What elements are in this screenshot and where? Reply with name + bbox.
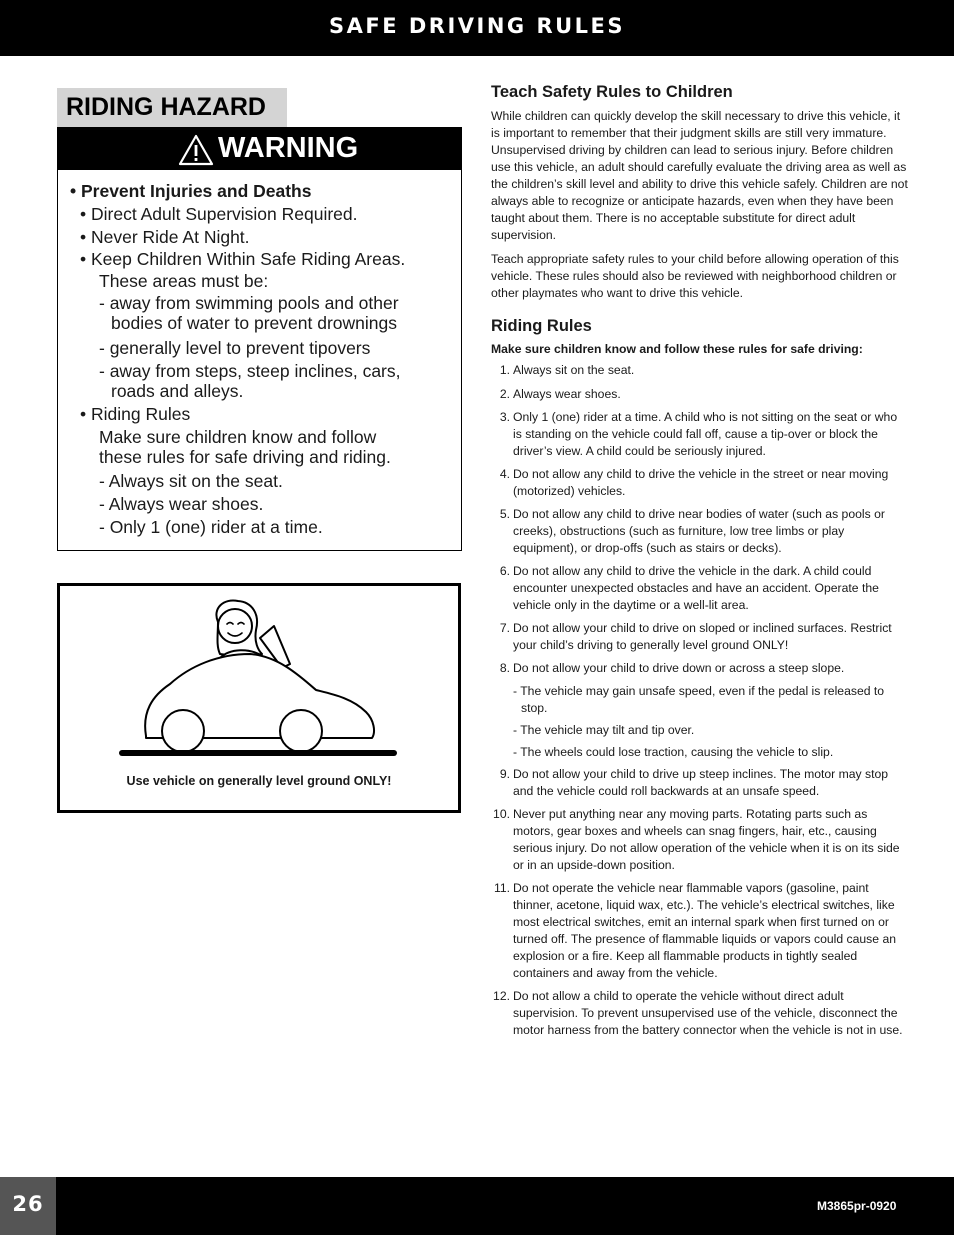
warning-line: • Never Ride At Night.	[80, 227, 250, 247]
rules-intro: Make sure children know and follow these rules for safe driving:	[491, 342, 863, 356]
teach-paragraph-2: Teach appropriate safety rules to your child before allowing operation of this vehicle. These rules should also be reviewed with neighborhood children or other playmates who want to drive this vehicle.	[491, 252, 899, 300]
warning-line: Make sure children know and follow	[99, 427, 377, 447]
warning-triangle-icon	[178, 134, 214, 166]
page-number-box	[0, 1177, 56, 1235]
warning-title: WARNING	[218, 132, 359, 164]
warning-body	[58, 170, 461, 550]
warning-line: - Always sit on the seat.	[99, 471, 283, 491]
warning-line: • Prevent Injuries and Deaths	[70, 181, 312, 201]
rule-item: 10. Never put anything near any moving parts. Rotating parts such as motors, gear boxes and wheels can snag fingers, hair, etc., causing serious injury. Do not allow operation of the vehicle when it is on its side or in an upside-down position.	[493, 807, 900, 872]
warning-line: - away from steps, steep inclines, cars,	[99, 361, 401, 381]
illustration-caption: Use vehicle on generally level ground ONLY!	[126, 774, 392, 788]
teach-heading: Teach Safety Rules to Children	[491, 83, 733, 101]
rule-item: 11. Do not operate the vehicle near flammable vapors (gasoline, paint thinner, acetone, liquid wax, etc.). The vehicle’s electrical switches, like most electrical switches, emit an internal spark when first turned on or turned off. The presence of flammable liquids or vapors could cause an explosion or a fire. Keep all flammable products in tightly sealed containers and away from the vehicle.	[493, 881, 897, 980]
rule-item: 1. Always sit on the seat.	[499, 363, 635, 377]
warning-header	[58, 128, 461, 170]
rule-item: 3. Only 1 (one) rider at a time. A child who is not sitting on the seat or who is standing on the vehicle could fall off, cause a tip-over or block the driver’s view. A child could be seriously injured.	[499, 410, 898, 458]
warning-line: • Riding Rules	[80, 404, 191, 424]
warning-line: These areas must be:	[99, 271, 269, 291]
warning-line: - Always wear shoes.	[99, 494, 264, 514]
page-header-title: SAFE DRIVING RULES	[328, 14, 626, 38]
right-column	[491, 82, 909, 1039]
rules-heading: Riding Rules	[491, 317, 592, 335]
child-in-car-illustration	[60, 586, 458, 766]
rule-item: 5. Do not allow any child to drive near bodies of water (such as pools or creeks), obstructions (such as furniture, low tree limbs or play equipment), or drop-offs (such as stairs or decks).	[499, 507, 885, 555]
section-tab	[57, 88, 287, 127]
header-bar	[0, 0, 954, 56]
warning-line: these rules for safe driving and riding.	[99, 447, 391, 467]
rule-subitem: - The vehicle may tilt and tip over.	[513, 723, 695, 737]
warning-line: - away from swimming pools and other	[99, 293, 399, 313]
section-title: RIDING HAZARD	[66, 93, 266, 121]
warning-line: roads and alleys.	[111, 381, 244, 401]
warning-line: bodies of water to prevent drownings	[111, 313, 397, 333]
warning-line: • Direct Adult Supervision Required.	[80, 204, 358, 224]
document-code: M3865pr-0920	[817, 1199, 897, 1213]
rule-subitem: - The wheels could lose traction, causing the vehicle to slip.	[513, 745, 834, 759]
footer-bar	[0, 1177, 954, 1235]
page-number: 26	[12, 1192, 44, 1216]
rule-item: 4. Do not allow any child to drive the vehicle in the street or near moving (motorized) vehicles.	[499, 467, 889, 498]
rule-item: 7. Do not allow your child to drive on sloped or inclined surfaces. Restrict your child’s driving to generally level ground ONLY!	[499, 621, 892, 652]
warning-line: - generally level to prevent tipovers	[99, 338, 371, 358]
illustration-box	[57, 583, 461, 813]
warning-box	[57, 127, 462, 551]
rule-item: 9. Do not allow your child to drive up steep inclines. The motor may stop and the vehicle could roll backwards at an unsafe speed.	[499, 767, 889, 798]
teach-paragraph-1: While children can quickly develop the skill necessary to drive this vehicle, it is important to remember that their judgment skills are still very immature. Unsupervised driving by children can lead to serious injury. Before children use this vehicle, an adult should carefully evaluate the driving area as well as the children’s skill level and ability to drive this vehicle safely. Children are not always able to recognize or anticipate hazards, even when they have been taught about them. There is no acceptable substitute for direct adult supervision.	[491, 109, 908, 242]
rule-item: 6. Do not allow any child to drive the vehicle in the dark. A child could encounter unexpected obstacles and have an accident. Operate the vehicle only in the daytime or a well-lit area.	[499, 564, 879, 612]
rule-item: 8. Do not allow your child to drive down or across a steep slope.	[499, 661, 845, 675]
warning-line: - Only 1 (one) rider at a time.	[99, 517, 323, 537]
rule-subitem: - The vehicle may gain unsafe speed, even if the pedal is released to stop.	[513, 684, 885, 715]
rule-item: 12. Do not allow a child to operate the vehicle without direct adult supervision. To prevent unsupervised use of the vehicle, disconnect the motor harness from the battery connector when the vehicle is not in use.	[493, 989, 903, 1037]
rule-item: 2. Always wear shoes.	[499, 387, 621, 401]
warning-line: • Keep Children Within Safe Riding Areas.	[80, 249, 406, 269]
